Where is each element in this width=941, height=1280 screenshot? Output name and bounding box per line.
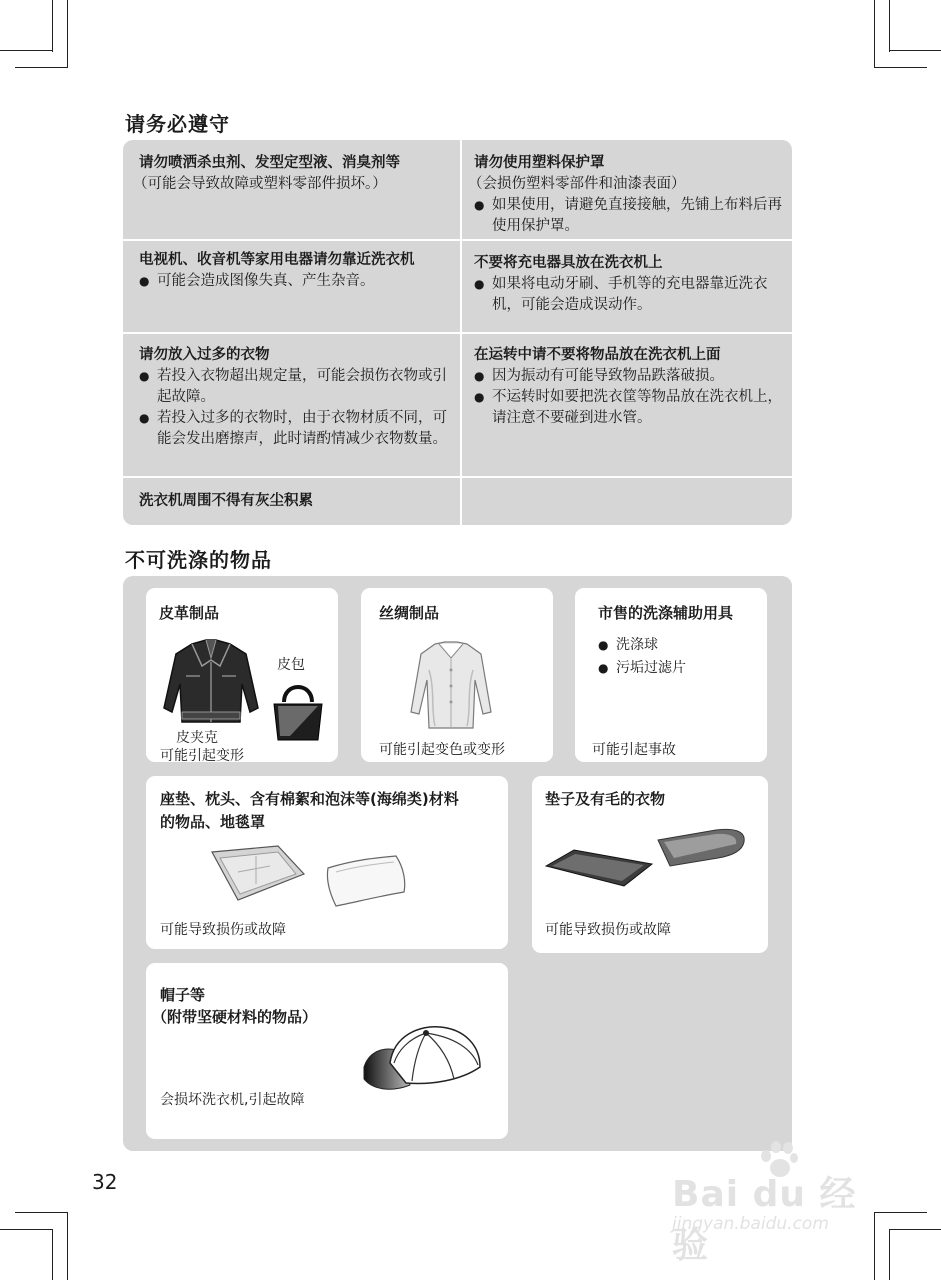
crop-mark xyxy=(0,50,52,51)
table-divider xyxy=(123,239,792,241)
rule-heading: 洗衣机周围不得有灰尘积累 xyxy=(139,493,313,509)
crop-mark xyxy=(889,0,890,52)
crop-mark xyxy=(52,0,53,52)
card-note: 可能引起事故 xyxy=(592,742,676,758)
handbag-icon xyxy=(270,678,326,742)
rule-heading: 请勿喷洒杀虫剂、发型定型液、消臭剂等 xyxy=(139,155,400,171)
rule-heading: 电视机、收音机等家用电器请勿靠近洗衣机 xyxy=(139,252,415,268)
card-hats xyxy=(146,963,508,1139)
section-title-non-washable: 不可洗涤的物品 xyxy=(125,548,272,572)
rule-cell-chargers xyxy=(474,253,788,316)
rule-bullet: ● 如果将电动牙刷、手机等的充电器靠近洗衣机，可能会造成误动作。 xyxy=(474,274,788,316)
table-divider xyxy=(123,476,792,478)
silk-blouse-icon xyxy=(409,640,493,730)
list-item: ● 洗涤球 xyxy=(598,634,686,657)
card-note: 可能引起变形 xyxy=(160,748,244,764)
card-title: 市售的洗涤辅助用具 xyxy=(598,604,734,622)
watermark-logo: Bai du 经验 xyxy=(672,1174,857,1266)
watermark xyxy=(670,1140,890,1266)
pillow-icon xyxy=(324,854,408,908)
leather-jacket-icon xyxy=(162,638,260,726)
rule-note: （可能会导致故障或塑料零部件损坏。） xyxy=(133,176,387,192)
rule-note: （会损伤塑料零部件和油漆表面） xyxy=(468,176,686,192)
cap-icon xyxy=(360,1023,484,1095)
rule-bullet: ● 若投入过多的衣物时，由于衣物材质不同，可能会发出磨擦声，此时请酌情减少衣物数量。 xyxy=(139,408,451,450)
rule-bullet: ● 若投入衣物超出规定量，可能会损伤衣物或引起故障。 xyxy=(139,366,451,408)
rule-bullet: ● 如果使用，请避免直接接触，先铺上布料后再使用保护罩。 xyxy=(474,195,786,237)
rule-cell-no-objects-on-top xyxy=(474,345,788,429)
rules-table xyxy=(123,140,792,525)
card-note: 可能导致损伤或故障 xyxy=(545,922,671,938)
jacket-label: 皮夹克 xyxy=(176,730,218,746)
card-title: 帽子等 xyxy=(160,986,206,1004)
rule-bullet: ● 因为振动有可能导致物品跌落破损。 xyxy=(474,366,788,387)
card-leather xyxy=(146,588,338,762)
card-note: 可能引起变色或变形 xyxy=(379,742,505,758)
mat-icon xyxy=(544,848,654,888)
crop-mark xyxy=(15,1212,68,1213)
card-title: 座垫、枕头、含有棉絮和泡沫等(海绵类)材料 xyxy=(160,790,459,808)
furry-mat-icon xyxy=(656,826,748,870)
card-note: 可能导致损伤或故障 xyxy=(160,922,286,938)
crop-mark xyxy=(889,1229,941,1230)
crop-mark xyxy=(67,0,68,68)
aids-list xyxy=(598,634,686,680)
rule-bullet: ● 可能会造成图像失真、产生杂音。 xyxy=(139,271,439,292)
cushion-icon xyxy=(208,844,308,904)
rule-heading: 在运转中请不要将物品放在洗衣机上面 xyxy=(474,347,721,363)
crop-mark xyxy=(874,67,927,68)
card-title: 垫子及有毛的衣物 xyxy=(545,790,666,808)
bag-label: 皮包 xyxy=(277,657,305,673)
rule-cell-appliances xyxy=(139,250,439,292)
card-laundry-aids xyxy=(575,588,767,762)
card-silk xyxy=(361,588,553,762)
card-title: （附带坚硬材料的物品） xyxy=(152,1008,318,1026)
rule-cell-overload xyxy=(139,345,451,450)
card-mats xyxy=(532,776,768,953)
rule-heading: 不要将充电器具放在洗衣机上 xyxy=(474,255,663,271)
page-number: 32 xyxy=(92,1170,118,1194)
crop-mark xyxy=(67,1212,68,1280)
list-item: ● 污垢过滤片 xyxy=(598,657,686,680)
card-title: 皮革制品 xyxy=(159,604,220,622)
crop-mark xyxy=(52,1229,53,1280)
rule-heading: 请勿放入过多的衣物 xyxy=(139,347,270,363)
table-divider xyxy=(123,332,792,334)
card-title: 丝绸制品 xyxy=(379,604,440,622)
non-washable-panel xyxy=(123,576,792,1151)
crop-mark xyxy=(15,67,68,68)
section-title-must-observe: 请务必遵守 xyxy=(125,112,230,136)
rule-bullet: ● 不运转时如要把洗衣筐等物品放在洗衣机上，请注意不要碰到进水管。 xyxy=(474,387,788,429)
crop-mark xyxy=(889,50,941,51)
crop-mark xyxy=(874,0,875,68)
crop-mark xyxy=(0,1229,52,1230)
rule-cell-dust xyxy=(139,491,455,512)
rule-heading: 请勿使用塑料保护罩 xyxy=(474,155,605,171)
rule-cell-no-plastic-cover xyxy=(468,153,786,237)
watermark-url: jingyan.baidu.com xyxy=(672,1214,829,1234)
card-title: 的物品、地毯罩 xyxy=(160,813,266,831)
card-cushions xyxy=(146,776,508,949)
card-note: 会损坏洗衣机,引起故障 xyxy=(160,1092,305,1108)
rule-cell-no-spray xyxy=(133,153,455,195)
